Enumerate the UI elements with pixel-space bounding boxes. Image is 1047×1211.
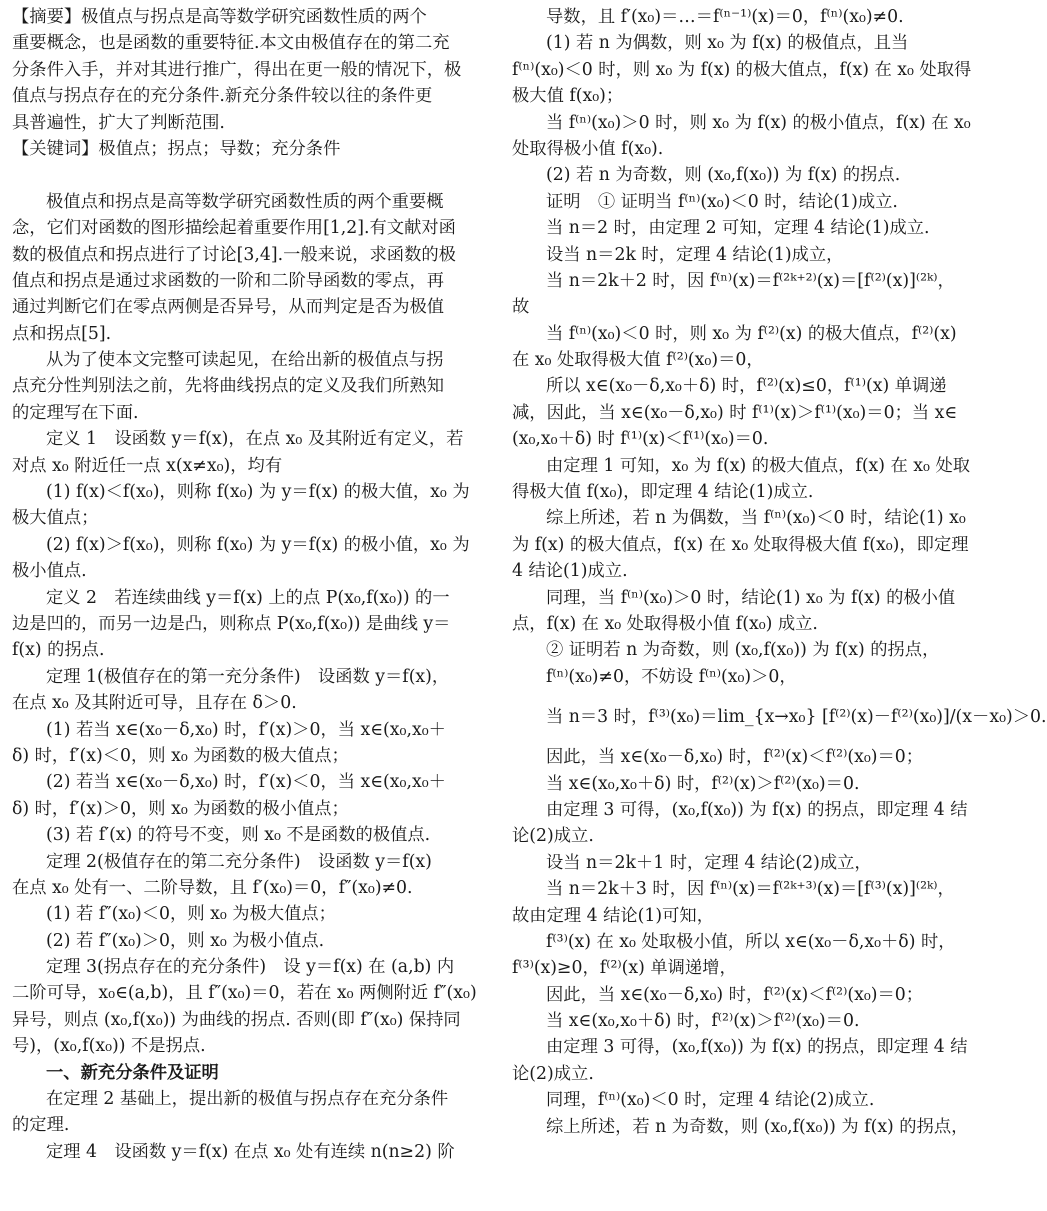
- left-text-line: 的定理.: [12, 1115, 70, 1136]
- right-text-line: 处取得极小值 f(x₀).: [512, 138, 664, 159]
- left-text-line: 定理 3(拐点存在的充分条件) 设 y＝f(x) 在 (a,b) 内: [46, 957, 455, 978]
- left-text-line: (1) 若 f″(x₀)＜0，则 x₀ 为极大值点；: [46, 904, 336, 925]
- left-text-line: 极大值点；: [12, 508, 99, 529]
- right-text-line: 当 f⁽ⁿ⁾(x₀)＜0 时，则 x₀ 为 f⁽²⁾(x) 的极大值点，f⁽²⁾(x): [546, 323, 957, 344]
- right-text-line: 当 n＝3 时，f⁽³⁾(x₀)＝lim_{x→x₀} [f⁽²⁾(x)－f⁽²⁾(x₀)]/(x－x₀)＞0.: [546, 707, 1047, 728]
- left-text-line: [12, 162, 484, 188]
- right-text-line: 设当 n＝2k 时，定理 4 结论(1)成立，: [546, 244, 844, 265]
- right-text-line: 在 x₀ 处取得极大值 f⁽²⁾(x₀)＝0，: [512, 350, 764, 371]
- right-text-line: 综上所述，若 n 为偶数，当 f⁽ⁿ⁾(x₀)＜0 时，结论(1) x₀: [546, 508, 966, 529]
- left-text-line: 在点 x₀ 及其附近可导，且存在 δ＞0.: [12, 693, 297, 714]
- right-text-line: 4 结论(1)成立.: [512, 561, 628, 582]
- left-text-line: (2) 若当 x∈(x₀－δ,x₀) 时，f′(x)＜0，当 x∈(x₀,x₀＋: [46, 772, 446, 793]
- left-text-line: 具普遍性，扩大了判断范围.: [12, 112, 225, 133]
- right-text-line: 由定理 3 可得，(x₀,f(x₀)) 为 f(x) 的拐点，即定理 4 结: [546, 1037, 968, 1058]
- right-text-line: ② 证明若 n 为奇数，则 (x₀,f(x₀)) 为 f(x) 的拐点，: [546, 640, 940, 661]
- right-text-line: 设当 n＝2k＋1 时，定理 4 结论(2)成立，: [546, 852, 872, 873]
- right-text-line: 因此，当 x∈(x₀－δ,x₀) 时，f⁽²⁾(x)＜f⁽²⁾(x₀)＝0；: [546, 984, 924, 1005]
- left-text-line: (1) f(x)＜f(x₀)，则称 f(x₀) 为 y＝f(x) 的极大值，x₀ 为: [46, 482, 470, 503]
- left-text-line: 极值点和拐点是高等数学研究函数性质的两个重要概: [46, 191, 444, 212]
- left-text-line: (1) 若当 x∈(x₀－δ,x₀) 时，f′(x)＞0，当 x∈(x₀,x₀＋: [46, 719, 446, 740]
- left-text-line: 【关键词】极值点；拐点；导数；充分条件: [12, 138, 341, 159]
- right-text-line: 为 f(x) 的极大值点，f(x) 在 x₀ 处取得极大值 f(x₀)，即定理: [512, 534, 969, 555]
- right-text-line: 证明 ① 证明当 f⁽ⁿ⁾(x₀)＜0 时，结论(1)成立.: [546, 191, 898, 212]
- right-text-line: (x₀,x₀＋δ) 时 f⁽¹⁾(x)＜f⁽¹⁾(x₀)＝0.: [512, 429, 769, 450]
- left-text-line: 定理 4 设函数 y＝f(x) 在点 x₀ 处有连续 n(n≥2) 阶: [46, 1141, 455, 1162]
- left-text-line: 极小值点.: [12, 561, 87, 582]
- right-text-line: f⁽³⁾(x)≥0，f⁽²⁾(x) 单调递增，: [512, 958, 737, 979]
- right-text-line: 故: [512, 297, 530, 318]
- right-text-line: 当 x∈(x₀,x₀＋δ) 时，f⁽²⁾(x)＞f⁽²⁾(x₀)＝0.: [546, 773, 860, 794]
- left-text-line: (2) 若 f″(x₀)＞0，则 x₀ 为极小值点.: [46, 930, 325, 951]
- left-text-line: 【摘要】极值点与拐点是高等数学研究函数性质的两个: [12, 7, 427, 27]
- right-text-line: (1) 若 n 为偶数，则 x₀ 为 f(x) 的极值点，且当: [546, 33, 909, 54]
- left-text-line: 边是凹的，而另一边是凸，则称点 P(x₀,f(x₀)) 是曲线 y＝: [12, 613, 451, 634]
- right-text-line: 极大值 f(x₀)；: [512, 86, 624, 107]
- left-text-line: 从为了使本文完整可读起见，在给出新的极值点与拐: [46, 350, 444, 371]
- right-text-line: 综上所述，若 n 为奇数，则 (x₀,f(x₀)) 为 f(x) 的拐点，: [546, 1116, 969, 1137]
- right-text-line: 点，f(x) 在 x₀ 处取得极小值 f(x₀) 成立.: [512, 613, 818, 634]
- right-text-line: 同理，当 f⁽ⁿ⁾(x₀)＞0 时，结论(1) x₀ 为 f(x) 的极小值: [546, 587, 956, 608]
- left-text-line: 点和拐点[5].: [12, 323, 112, 344]
- left-text-line: δ) 时，f′(x)＞0，则 x₀ 为函数的极小值点；: [12, 798, 349, 819]
- left-text-line: 数的极值点和拐点进行了讨论[3,4].一般来说，求函数的极: [12, 244, 456, 265]
- right-text-line: 所以 x∈(x₀－δ,x₀＋δ) 时，f⁽²⁾(x)≤0，f⁽¹⁾(x) 单调递: [546, 376, 947, 397]
- left-text-line: δ) 时，f′(x)＜0，则 x₀ 为函数的极大值点；: [12, 745, 349, 766]
- right-text-line: 得极大值 f(x₀)，即定理 4 结论(1)成立.: [512, 482, 814, 503]
- right-text-line: (2) 若 n 为奇数，则 (x₀,f(x₀)) 为 f(x) 的拐点.: [546, 165, 901, 186]
- right-text-line: f⁽ⁿ⁾(x₀)＜0 时，则 x₀ 为 f(x) 的极大值点，f(x) 在 x₀ 处取得: [512, 59, 972, 80]
- left-text-line: 对点 x₀ 附近任一点 x(x≠x₀)，均有: [12, 455, 283, 476]
- left-text-line: 重要概念，也是函数的重要特征.本文由极值存在的第二充: [12, 33, 450, 54]
- left-text-line: 值点与拐点存在的充分条件.新充分条件较以往的条件更: [12, 86, 433, 107]
- right-text-line: 故由定理 4 结论(1)可知，: [512, 905, 714, 926]
- right-text-line: 因此，当 x∈(x₀－δ,x₀) 时，f⁽²⁾(x)＜f⁽²⁾(x₀)＝0；: [546, 747, 924, 768]
- left-text-line: 在定理 2 基础上，提出新的极值与拐点存在充分条件: [46, 1089, 449, 1110]
- left-text-line: (2) f(x)＞f(x₀)，则称 f(x₀) 为 y＝f(x) 的极小值，x₀ 为: [46, 534, 470, 555]
- right-text-line: 当 n＝2k＋3 时，因 f⁽ⁿ⁾(x)＝f⁽²ᵏ⁺³⁾(x)＝[f⁽³⁾(x)]⁽²ᵏ⁾，: [546, 879, 955, 900]
- left-text-line: 分条件入手，并对其进行推广，得出在更一般的情况下，极: [12, 59, 462, 80]
- left-text-line: (3) 若 f′(x) 的符号不变，则 x₀ 不是函数的极值点.: [46, 825, 431, 846]
- right-text-line: 由定理 3 可得，(x₀,f(x₀)) 为 f(x) 的拐点，即定理 4 结: [546, 799, 968, 820]
- left-text-line: 定义 2 若连续曲线 y＝f(x) 上的点 P(x₀,f(x₀)) 的一: [46, 587, 450, 608]
- left-text-line: f(x) 的拐点.: [12, 640, 105, 661]
- left-text-line: 定义 1 设函数 y＝f(x)，在点 x₀ 及其附近有定义，若: [46, 429, 464, 450]
- left-text-line: 念，它们对函数的图形描绘起着重要作用[1,2].有文献对函: [12, 218, 456, 239]
- right-text-line: f⁽³⁾(x) 在 x₀ 处取极小值，所以 x∈(x₀－δ,x₀＋δ) 时，: [546, 931, 956, 952]
- left-text-line: 在点 x₀ 处有一、二阶导数，且 f′(x₀)＝0，f″(x₀)≠0.: [12, 877, 413, 898]
- right-text-line: 减，因此，当 x∈(x₀－δ,x₀) 时 f⁽¹⁾(x)＞f⁽¹⁾(x₀)＝0；当 x∈: [512, 402, 958, 423]
- right-text-line: 当 f⁽ⁿ⁾(x₀)＞0 时，则 x₀ 为 f(x) 的极小值点，f(x) 在 x₀: [546, 112, 971, 133]
- right-text-line: 当 x∈(x₀,x₀＋δ) 时，f⁽²⁾(x)＞f⁽²⁾(x₀)＝0.: [546, 1011, 860, 1032]
- left-text-line: 号)，(x₀,f(x₀)) 不是拐点.: [12, 1036, 206, 1057]
- right-text-line: 论(2)成立.: [512, 826, 594, 847]
- left-text-line: 一、新充分条件及证明: [46, 1062, 219, 1083]
- right-text-line: 同理，f⁽ⁿ⁾(x₀)＜0 时，定理 4 结论(2)成立.: [546, 1090, 875, 1111]
- left-text-line: 异号，则点 (x₀,f(x₀)) 为曲线的拐点. 否则(即 f″(x₀) 保持同: [12, 1009, 461, 1030]
- left-text-line: 的定理写在下面.: [12, 402, 139, 423]
- left-text-line: 点充分性判别法之前，先将曲线拐点的定义及我们所熟知: [12, 376, 445, 397]
- right-column: [512, 4, 1047, 1140]
- right-text-line: 当 n＝2 时，由定理 2 可知，定理 4 结论(1)成立.: [546, 218, 930, 239]
- right-text-line: 当 n＝2k＋2 时，因 f⁽ⁿ⁾(x)＝f⁽²ᵏ⁺²⁾(x)＝[f⁽²⁾(x)]⁽²ᵏ⁾，: [546, 270, 955, 291]
- left-text-line: 通过判断它们在零点两侧是否异号，从而判定是否为极值: [12, 297, 445, 318]
- right-text-line: 导数，且 f′(x₀)＝…＝f⁽ⁿ⁻¹⁾(x)＝0，f⁽ⁿ⁾(x₀)≠0.: [546, 7, 904, 27]
- left-text-line: 二阶可导，x₀∈(a,b)，且 f″(x₀)＝0，若在 x₀ 两侧附近 f″(x₀): [12, 983, 477, 1004]
- left-text-line: 值点和拐点是通过求函数的一阶和二阶导函数的零点，再: [12, 270, 445, 291]
- left-column: [12, 4, 484, 1165]
- left-text-line: 定理 2(极值存在的第二充分条件) 设函数 y＝f(x): [46, 851, 432, 872]
- right-text-line: 由定理 1 可知，x₀ 为 f(x) 的极大值点，f(x) 在 x₀ 处取: [546, 455, 971, 476]
- right-text-line: 论(2)成立.: [512, 1063, 594, 1084]
- right-text-line: f⁽ⁿ⁾(x₀)≠0，不妨设 f⁽ⁿ⁾(x₀)＞0，: [546, 666, 797, 687]
- left-text-line: 定理 1(极值存在的第一充分条件) 设函数 y＝f(x)，: [46, 666, 450, 687]
